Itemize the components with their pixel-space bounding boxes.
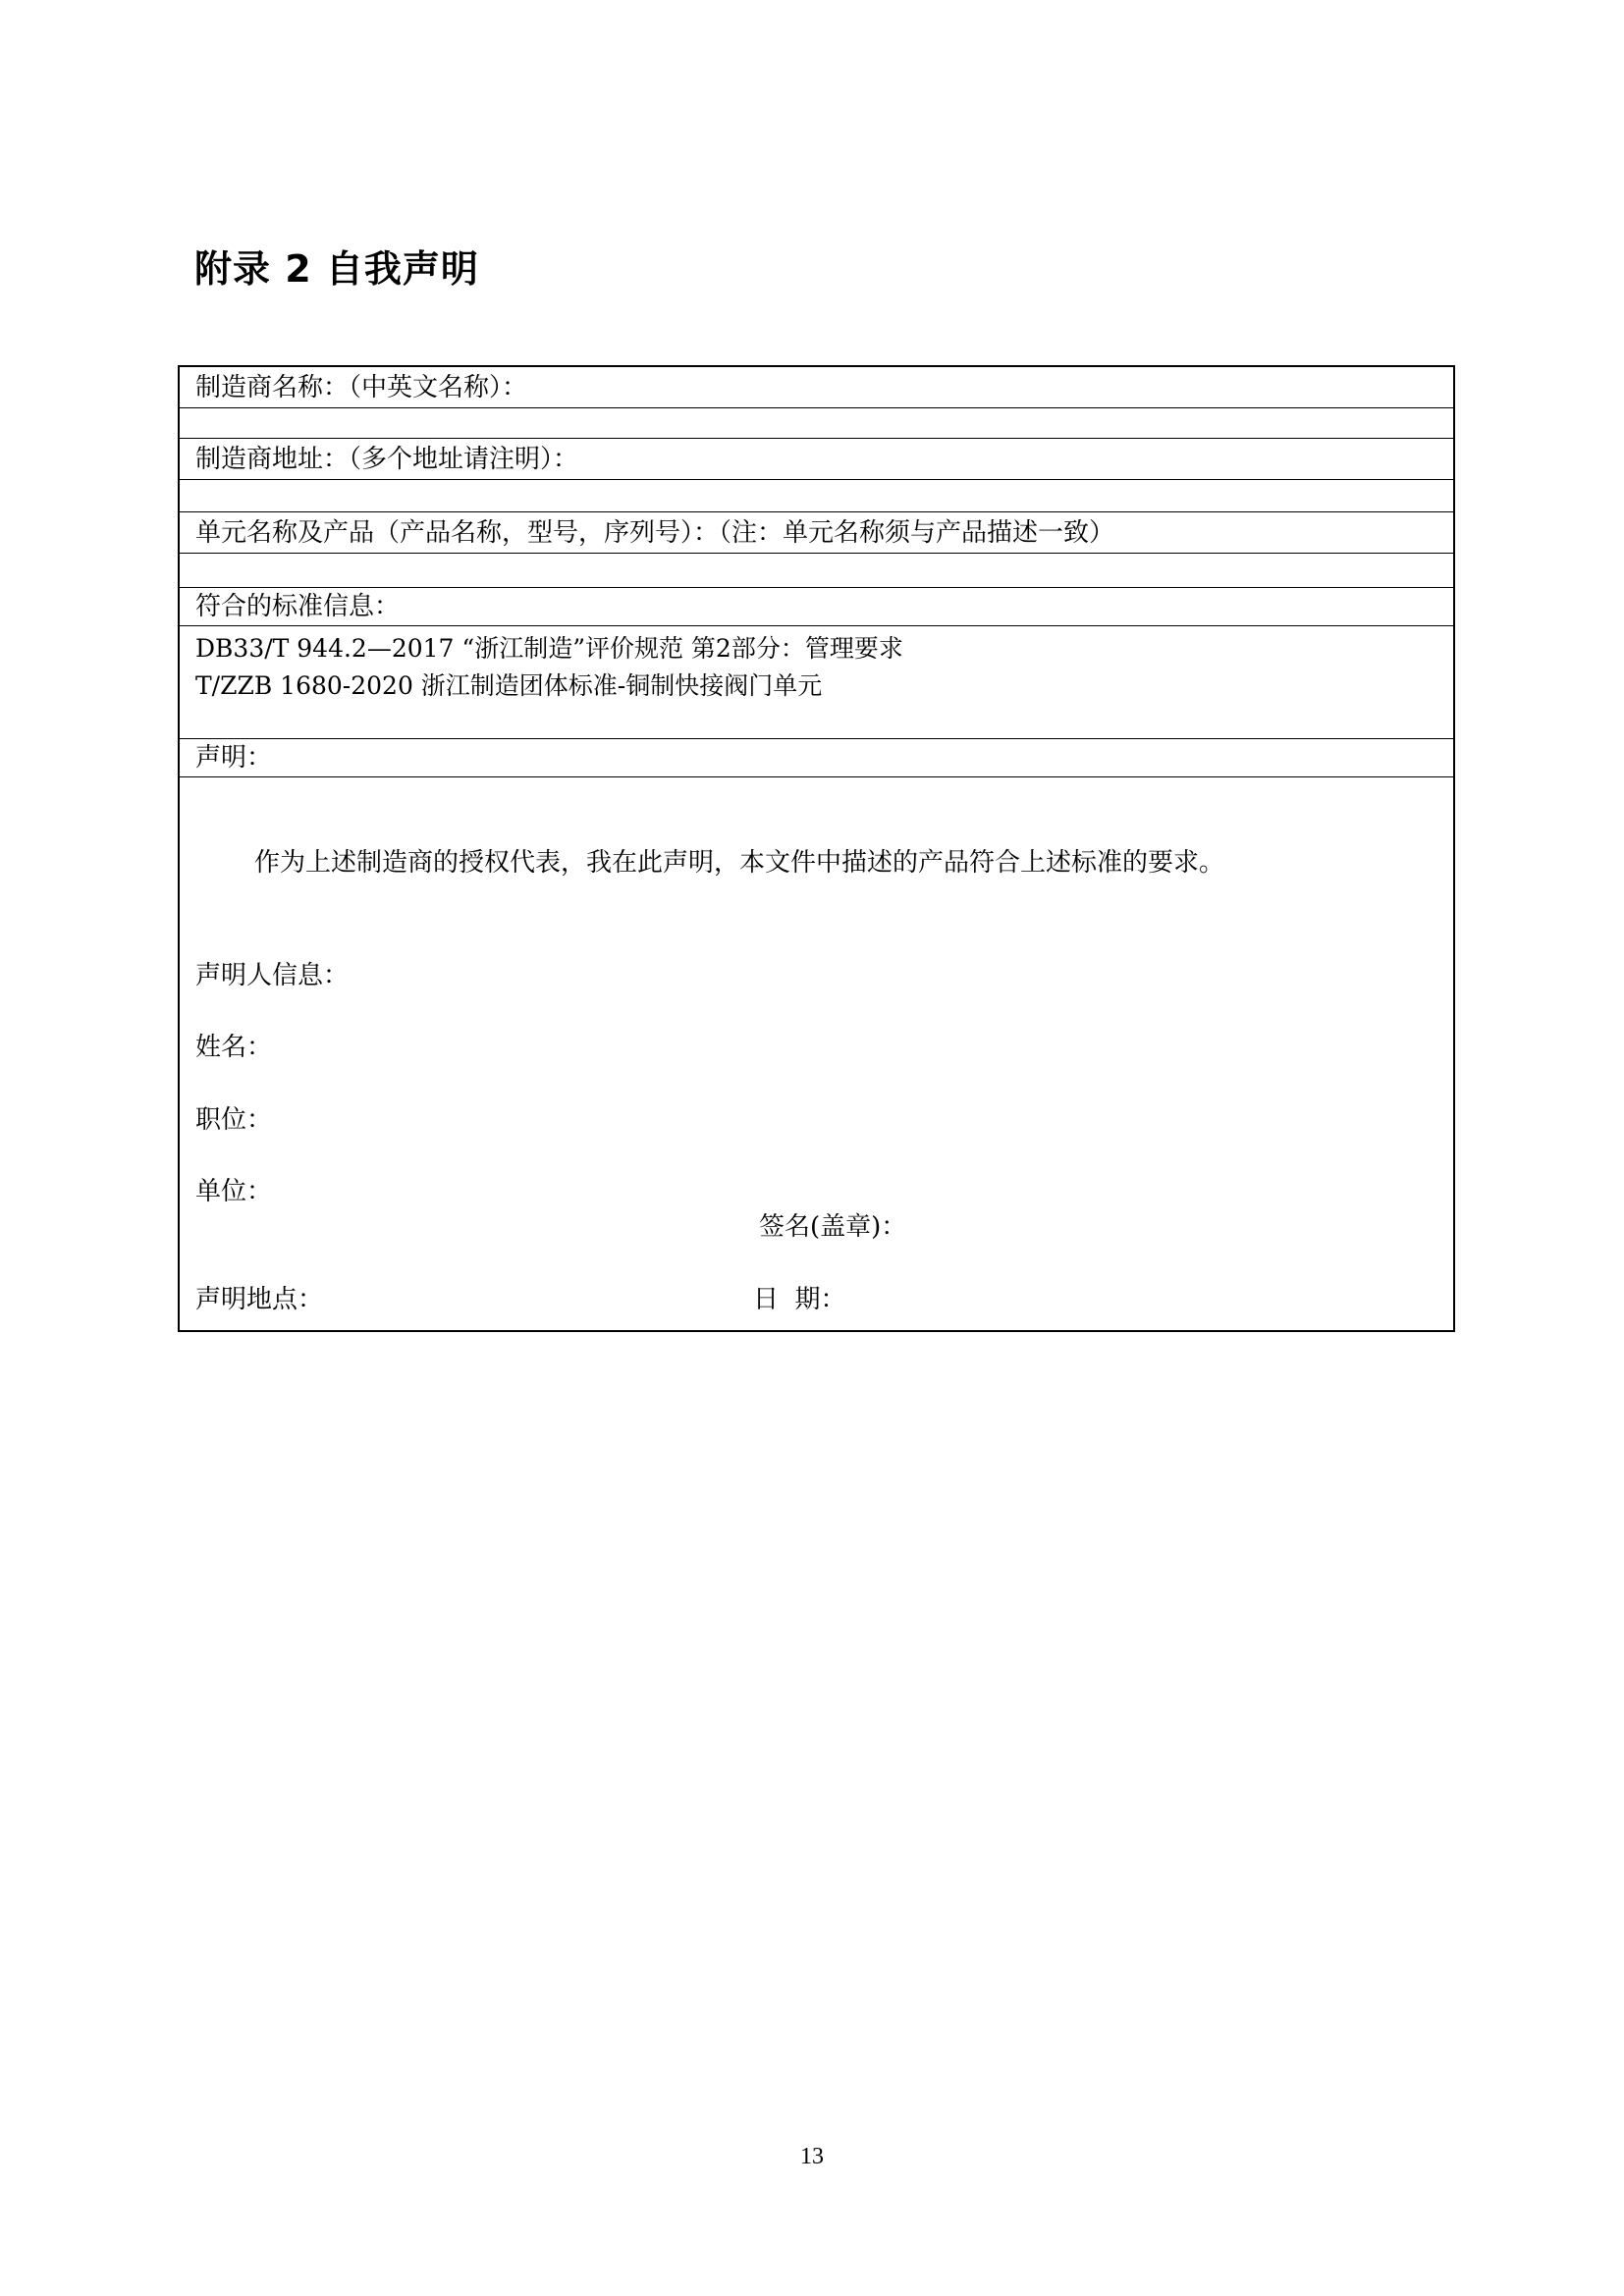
manufacturer-name-row (180, 367, 1453, 408)
declaration-label-row (180, 739, 1453, 777)
standards-list (180, 626, 1453, 739)
declarant-info-label: 声明人信息： (195, 961, 350, 990)
unit-product-row (180, 512, 1453, 554)
date-field[interactable]: 日 期： (753, 1285, 846, 1314)
manufacturer-address-label: 制造商地址：（多个地址请注明）： (195, 445, 579, 474)
page-title: 附录 2 自我声明 (194, 247, 479, 291)
position-field[interactable]: 职位： (195, 1105, 273, 1135)
manufacturer-address-row (180, 439, 1453, 480)
standards-label-row (180, 588, 1453, 626)
name-field[interactable]: 姓名： (195, 1033, 273, 1062)
standard-item: DB33/T 944.2—2017 “浙江制造”评价规范 第2部分：管理要求 (195, 634, 903, 663)
declaration-body (180, 777, 1453, 1330)
place-field[interactable]: 声明地点： (195, 1285, 324, 1314)
manufacturer-name-label: 制造商名称：（中英文名称）： (195, 373, 528, 402)
signature-field[interactable]: 签名(盖章)： (759, 1212, 907, 1242)
declaration-text: 作为上述制造商的授权代表，我在此声明，本文件中描述的产品符合上述标准的要求。 (254, 848, 1225, 878)
standards-label: 符合的标准信息： (195, 592, 401, 621)
unit-field[interactable]: 单位： (195, 1177, 273, 1206)
standard-item: T/ZZB 1680-2020 浙江制造团体标准-铜制快接阀门单元 (195, 671, 823, 700)
manufacturer-address-value-row[interactable] (180, 480, 1453, 512)
unit-product-label: 单元名称及产品（产品名称，型号，序列号）：（注：单元名称须与产品描述一致） (195, 518, 1115, 548)
declaration-label: 声明： (195, 743, 273, 773)
page-number: 13 (800, 2144, 824, 2169)
unit-product-value-row[interactable] (180, 554, 1453, 588)
declaration-form (178, 365, 1455, 1332)
manufacturer-name-value-row[interactable] (180, 408, 1453, 439)
